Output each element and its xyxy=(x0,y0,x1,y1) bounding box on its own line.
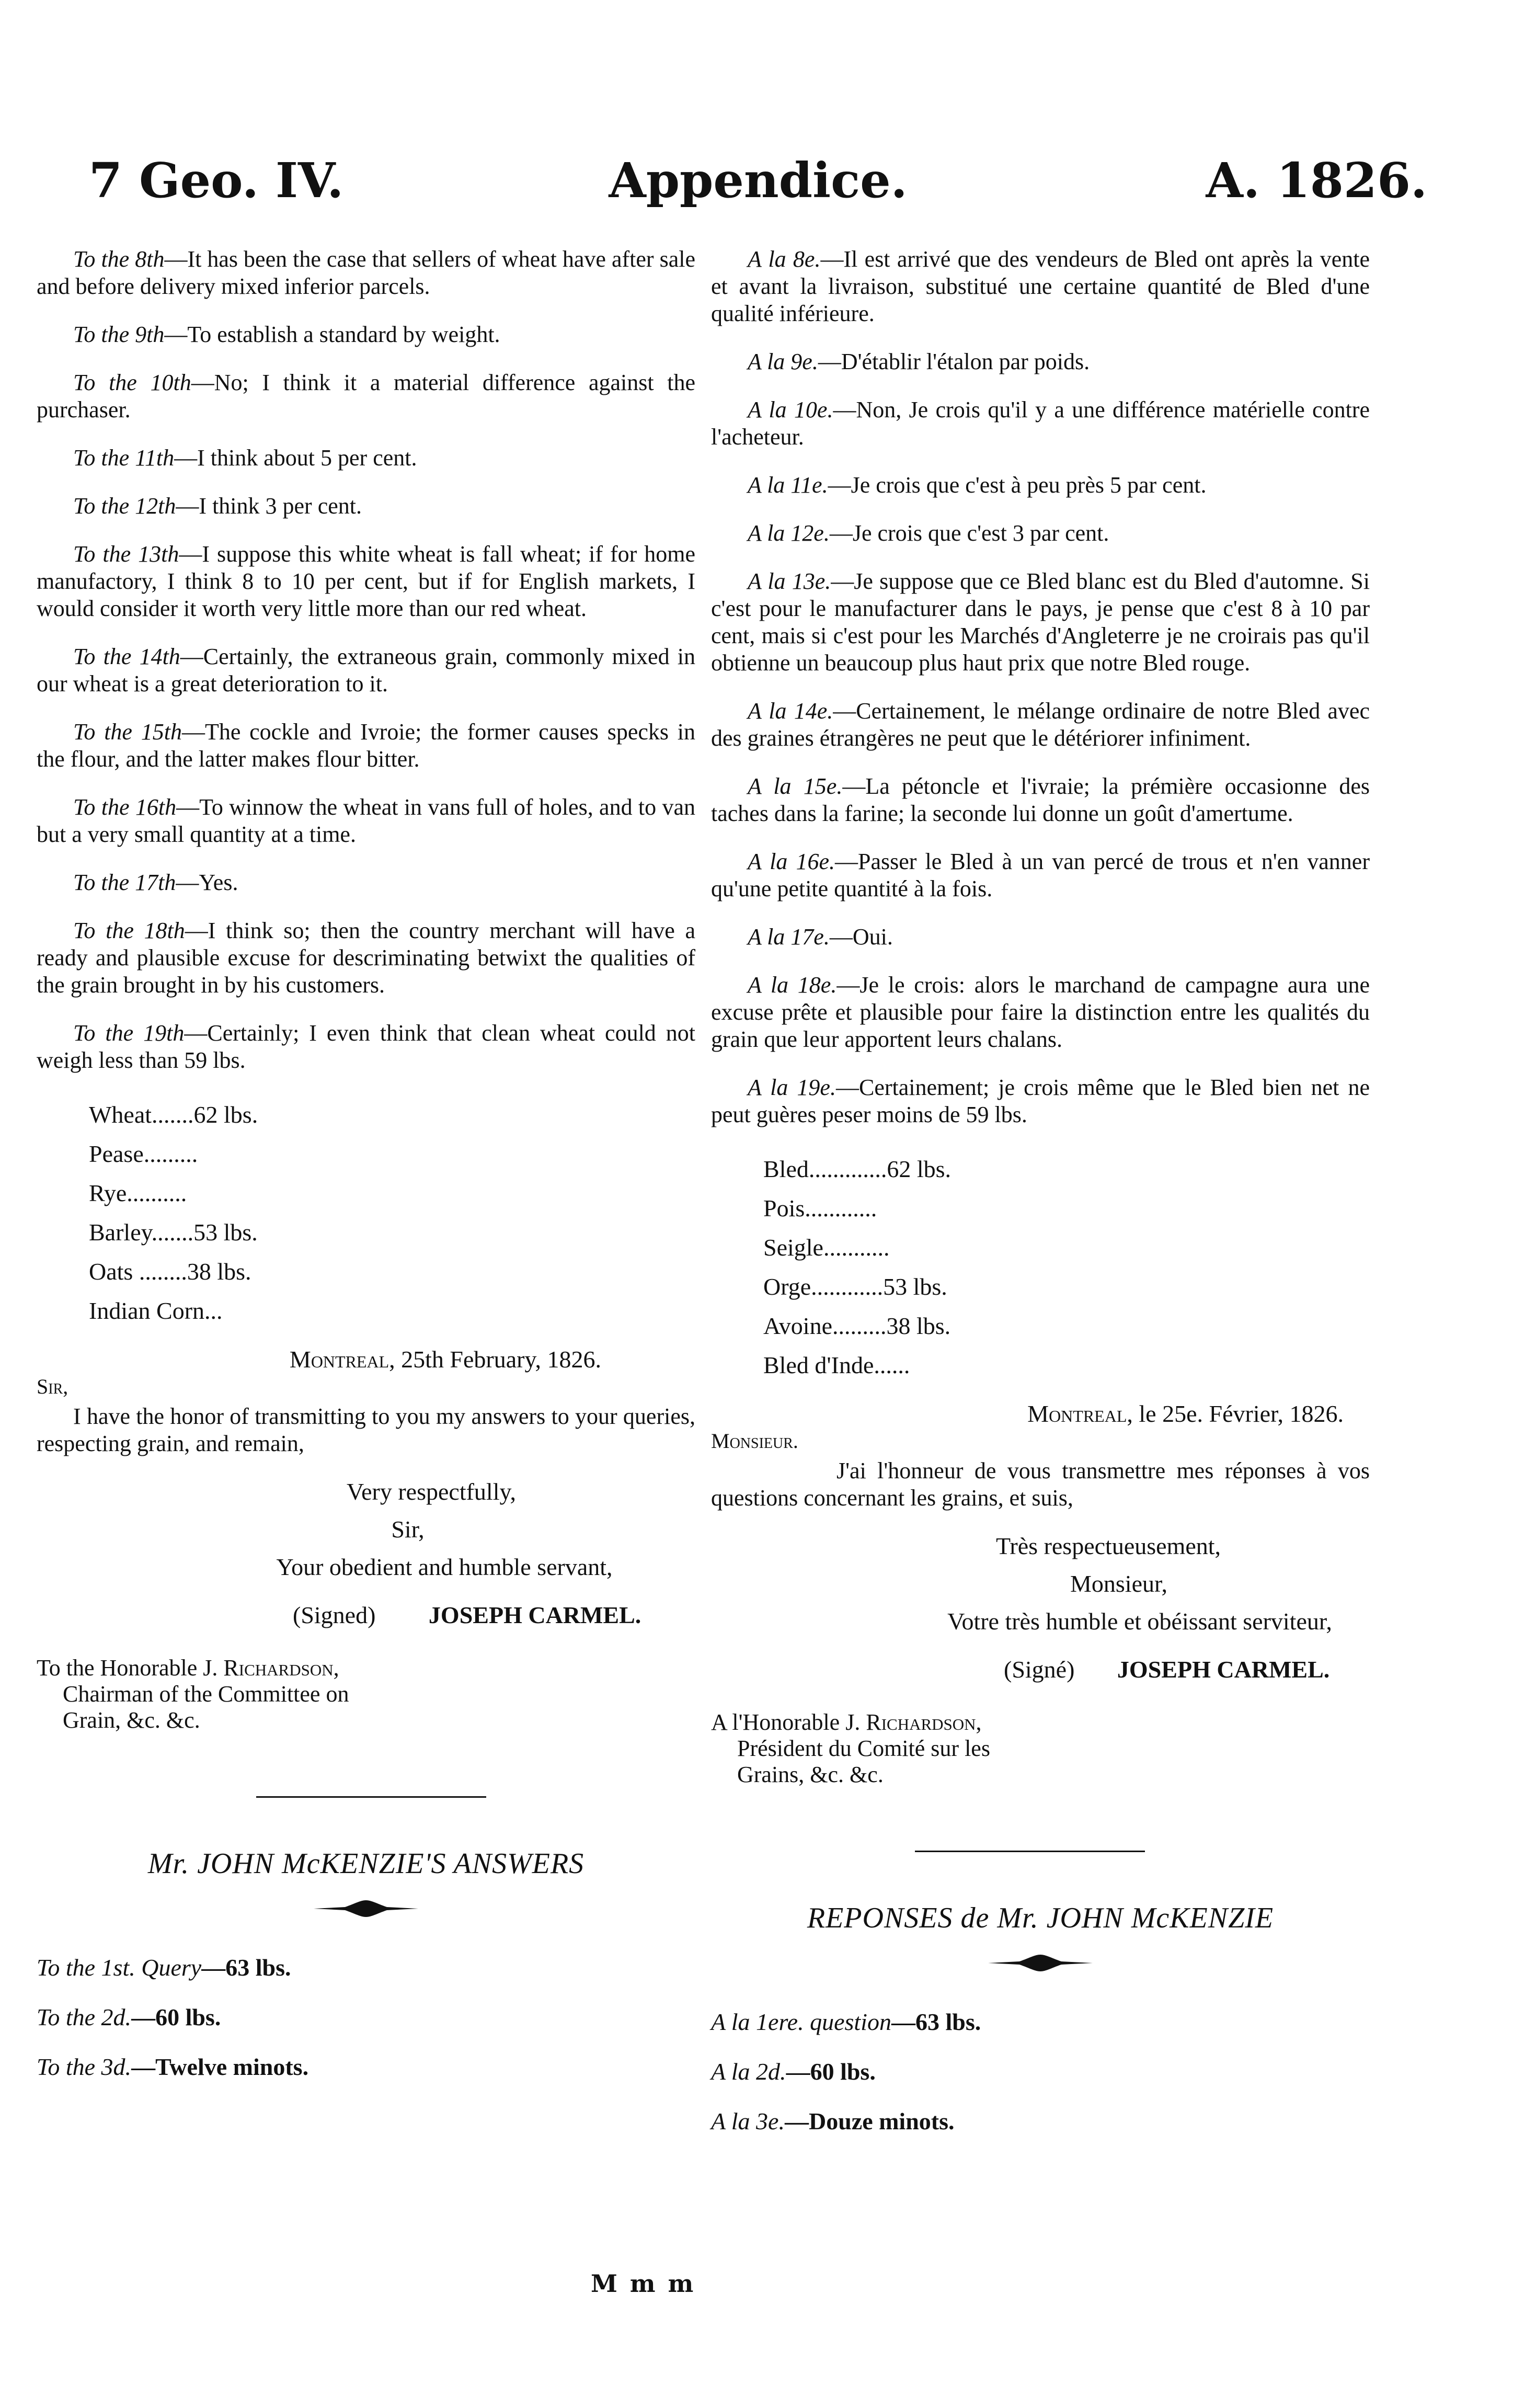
answer-paragraph xyxy=(711,396,1370,451)
answer-lead: To the 14th xyxy=(73,644,180,669)
english-signature-line: (Signed) JOSEPH CARMEL. xyxy=(293,1602,641,1628)
answer-lead: To the 12th xyxy=(73,493,176,519)
answer-paragraph xyxy=(711,848,1370,903)
answer-paragraph xyxy=(37,369,695,424)
answer-lead: To the 17th xyxy=(73,870,176,895)
answer-lead: A la 14e. xyxy=(748,698,833,724)
french-answers xyxy=(711,246,1370,1128)
french-closing-2: Monsieur, xyxy=(1070,1570,1167,1597)
answer-text: —Oui. xyxy=(829,924,893,950)
answer-paragraph xyxy=(37,444,695,472)
answer-value: —63 lbs. xyxy=(201,1954,291,1981)
grain-weight-item: Avoine.........38 lbs. xyxy=(763,1313,951,1339)
answer-paragraph xyxy=(37,493,695,520)
french-dateline: Montreal, le 25e. Février, 1826. xyxy=(1027,1400,1344,1427)
answer-paragraph xyxy=(711,923,1370,951)
mckenzie-answer xyxy=(37,1943,695,1992)
answer-paragraph xyxy=(37,321,695,348)
grain-weight-item: Wheat.......62 lbs. xyxy=(89,1101,258,1128)
answer-paragraph xyxy=(711,698,1370,752)
english-answers-title: Mr. JOHN McKENZIE'S ANSWERS xyxy=(147,1847,584,1880)
french-salutation: Monsieur. xyxy=(711,1429,798,1453)
answer-query: To the 3d. xyxy=(37,2053,132,2080)
answer-lead: To the 18th xyxy=(73,918,185,943)
french-closing-3: Votre très humble et obéissant serviteur, xyxy=(947,1608,1332,1635)
answer-value: —60 lbs. xyxy=(131,2004,221,2030)
french-letter xyxy=(711,1400,1370,1788)
answer-lead: A la 8e. xyxy=(748,246,821,272)
answer-paragraph xyxy=(37,643,695,698)
answer-lead: A la 12e. xyxy=(748,520,830,546)
mckenzie-answer xyxy=(37,2042,695,2092)
answer-text: —D'établir l'étalon par poids. xyxy=(818,349,1090,374)
french-grain-weights xyxy=(763,1149,1370,1385)
answer-text: —I think so; then the country merchant will have a ready and plausible excuse for descriminating betwixt the qualities of the grain brought in by his customers. xyxy=(37,918,695,998)
answer-text: —Certainly; I even think that clean wheat could not weigh less than 59 lbs. xyxy=(37,1020,695,1073)
answer-value: —Douze minots. xyxy=(784,2108,955,2135)
answer-lead: A la 11e. xyxy=(748,472,828,498)
answer-text: —I think 3 per cent. xyxy=(176,493,362,519)
answer-paragraph xyxy=(711,348,1370,375)
grain-weight-item: Oats ........38 lbs. xyxy=(89,1258,251,1285)
grain-weight-item: Seigle........... xyxy=(763,1234,890,1261)
answer-paragraph xyxy=(37,869,695,896)
answer-text: —No; I think it a material difference against the purchaser. xyxy=(37,370,696,423)
answer-lead: A la 15e. xyxy=(748,773,843,799)
mckenzie-answer xyxy=(711,1997,1370,2047)
french-closing-1: Très respectueusement, xyxy=(995,1533,1221,1559)
mckenzie-answer xyxy=(711,2096,1370,2146)
answer-lead: A la 9e. xyxy=(748,349,818,374)
grain-weight-item: Pois............ xyxy=(763,1195,877,1222)
answer-text: —Certainement; je crois même que le Bled bien net ne peut guères peser moins de 59 lbs. xyxy=(711,1075,1370,1127)
answer-text: —Je le crois: alors le marchand de campagne aura une excuse prête et plausible pour faire la distinction entre les qualités du grain que leur apportent leurs chalans. xyxy=(711,972,1370,1052)
answer-text: —La pétoncle et l'ivraie; la prémière occasionne des taches dans la farine; la seconde lui donne un goût d'amertume. xyxy=(711,773,1370,826)
answer-text: —Je crois que c'est à peu près 5 par cent. xyxy=(828,472,1207,498)
answer-text: —Certainement, le mélange ordinaire de notre Bled avec des graines étrangères ne peut que le détériorer infiniment. xyxy=(711,698,1370,751)
answer-text: —Yes. xyxy=(176,870,238,895)
answer-paragraph xyxy=(37,718,695,773)
grain-weight-item: Indian Corn... xyxy=(89,1297,223,1324)
grain-weight-item: Bled.............62 lbs. xyxy=(763,1156,952,1182)
answer-lead: A la 16e. xyxy=(748,849,835,874)
answer-lead: To the 16th xyxy=(73,794,177,820)
answer-lead: A la 13e. xyxy=(748,568,831,594)
answer-text: —It has been the case that sellers of wheat have after sale and before delivery mixed inferior parcels. xyxy=(37,246,695,299)
answer-paragraph xyxy=(37,794,695,848)
english-divider xyxy=(256,1796,486,1798)
french-mckenzie-answers xyxy=(711,1997,1370,2146)
grain-weight-item: Barley.......53 lbs. xyxy=(89,1219,258,1246)
answer-paragraph xyxy=(711,568,1370,677)
header-left: 7 Geo. IV. xyxy=(89,152,344,209)
grain-weight-item: Pease......... xyxy=(89,1140,198,1167)
answer-lead: A la 10e. xyxy=(748,397,833,423)
grain-weight-item: Rye.......... xyxy=(89,1180,187,1206)
answer-text: —The cockle and Ivroie; the former causes specks in the flour, and the latter makes flour bitter. xyxy=(37,719,696,772)
ornament-icon xyxy=(988,1953,1093,1973)
page-header xyxy=(73,152,1443,225)
answer-paragraph xyxy=(711,1074,1370,1128)
answer-lead: A la 19e. xyxy=(748,1075,836,1100)
signature-mark: M m m xyxy=(591,2269,696,2298)
header-title: Appendice. xyxy=(609,152,908,209)
answer-lead: To the 19th xyxy=(73,1020,185,1046)
answer-value: —63 lbs. xyxy=(891,2008,981,2035)
english-grain-weights xyxy=(89,1095,695,1330)
answer-query: To the 1st. Query xyxy=(37,1954,202,1981)
answer-paragraph xyxy=(37,541,695,622)
answer-lead: A la 17e. xyxy=(748,924,830,950)
grain-weight-item: Bled d'Inde...... xyxy=(763,1352,910,1378)
english-answers xyxy=(37,246,695,1074)
answer-value: —60 lbs. xyxy=(786,2058,876,2085)
answer-lead: To the 11th xyxy=(73,445,175,471)
answer-lead: To the 9th xyxy=(73,322,165,347)
answer-query: To the 2d. xyxy=(37,2004,132,2030)
answer-value: —Twelve minots. xyxy=(131,2053,309,2080)
answer-text: —I think about 5 per cent. xyxy=(174,445,417,471)
answer-text: —Certainly, the extraneous grain, commonly mixed in our wheat is a great deterioration to it. xyxy=(37,644,695,697)
answer-paragraph xyxy=(37,246,695,300)
answer-text: —Je suppose que ce Bled blanc est du Bled d'automne. Si c'est pour le manufacturer dans le pays, je pense que c'est 8 à 10 par cent, mais si c'est pour les Marchés d'Angleterre je ne croirais pas qu'il obtienne un beaucoup plus haut prix que notre Bled rouge. xyxy=(711,568,1370,676)
answer-text: —To establish a standard by weight. xyxy=(164,322,500,347)
answer-text: —Passer le Bled à un van percé de trous et n'en vanner qu'une petite quantité à la fois. xyxy=(711,849,1370,901)
mckenzie-answer xyxy=(37,1992,695,2042)
english-salutation: Sir, xyxy=(37,1375,68,1398)
english-dateline: Montreal, 25th February, 1826. xyxy=(289,1346,601,1373)
answer-text: —I suppose this white wheat is fall wheat; if for home manufactory, I think 8 to 10 per cent, but if for English markets, I would consider it worth very little more than our red wheat. xyxy=(37,541,695,621)
english-closing-3: Your obedient and humble servant, xyxy=(276,1554,613,1580)
header-right: A. 1826. xyxy=(1206,152,1427,209)
mckenzie-answer xyxy=(711,2047,1370,2096)
english-addressee: To the Honorable J. Richardson, Chairman of the Committee on Grain, &c. &c. xyxy=(37,1655,349,1733)
french-signature-line: (Signé) JOSEPH CARMEL. xyxy=(1004,1656,1330,1683)
answer-paragraph xyxy=(37,1020,695,1074)
answer-lead: To the 13th xyxy=(73,541,179,567)
french-divider xyxy=(915,1851,1145,1852)
answer-lead: A la 18e. xyxy=(748,972,837,998)
answer-paragraph xyxy=(711,773,1370,827)
french-column xyxy=(711,246,1370,2146)
answer-text: —Il est arrivé que des vendeurs de Bled ont après la vente et avant la livraison, substitué une certaine quantité de Bled d'une qualité inférieure. xyxy=(711,246,1370,326)
english-letter-body: I have the honor of transmitting to you my answers to your queries, respecting grain, and remain, xyxy=(37,1403,695,1456)
ornament-icon xyxy=(314,1898,418,1919)
answer-paragraph xyxy=(711,972,1370,1053)
answer-query: A la 1ere. question xyxy=(711,2008,891,2035)
grain-weight-item: Orge............53 lbs. xyxy=(763,1273,947,1300)
answer-text: —Non, Je crois qu'il y a une différence matérielle contre l'acheteur. xyxy=(711,397,1370,450)
answer-paragraph xyxy=(711,246,1370,327)
answer-paragraph xyxy=(37,917,695,999)
english-letter xyxy=(37,1346,695,1733)
answer-text: —Je crois que c'est 3 par cent. xyxy=(829,520,1109,546)
english-closing-2: Sir, xyxy=(391,1516,425,1543)
answer-paragraph xyxy=(711,520,1370,547)
answer-query: A la 3e. xyxy=(711,2108,785,2135)
answer-paragraph xyxy=(711,472,1370,499)
english-mckenzie-answers xyxy=(37,1943,695,2092)
french-answers-title: REPONSES de Mr. JOHN McKENZIE xyxy=(807,1902,1274,1934)
french-addressee: A l'Honorable J. Richardson, Président du Comité sur les Grains, &c. &c. xyxy=(711,1709,990,1787)
french-letter-body: J'ai l'honneur de vous transmettre mes réponses à vos questions concernant les grains, et suis, xyxy=(711,1458,1370,1511)
english-column xyxy=(37,246,695,2092)
answer-query: A la 2d. xyxy=(711,2058,786,2085)
english-closing-1: Very respectfully, xyxy=(347,1478,516,1505)
answer-lead: To the 8th xyxy=(73,246,165,272)
answer-text: —To winnow the wheat in vans full of holes, and to van but a very small quantity at a time. xyxy=(37,794,695,847)
answer-lead: To the 15th xyxy=(73,719,182,745)
answer-lead: To the 10th xyxy=(73,370,191,395)
